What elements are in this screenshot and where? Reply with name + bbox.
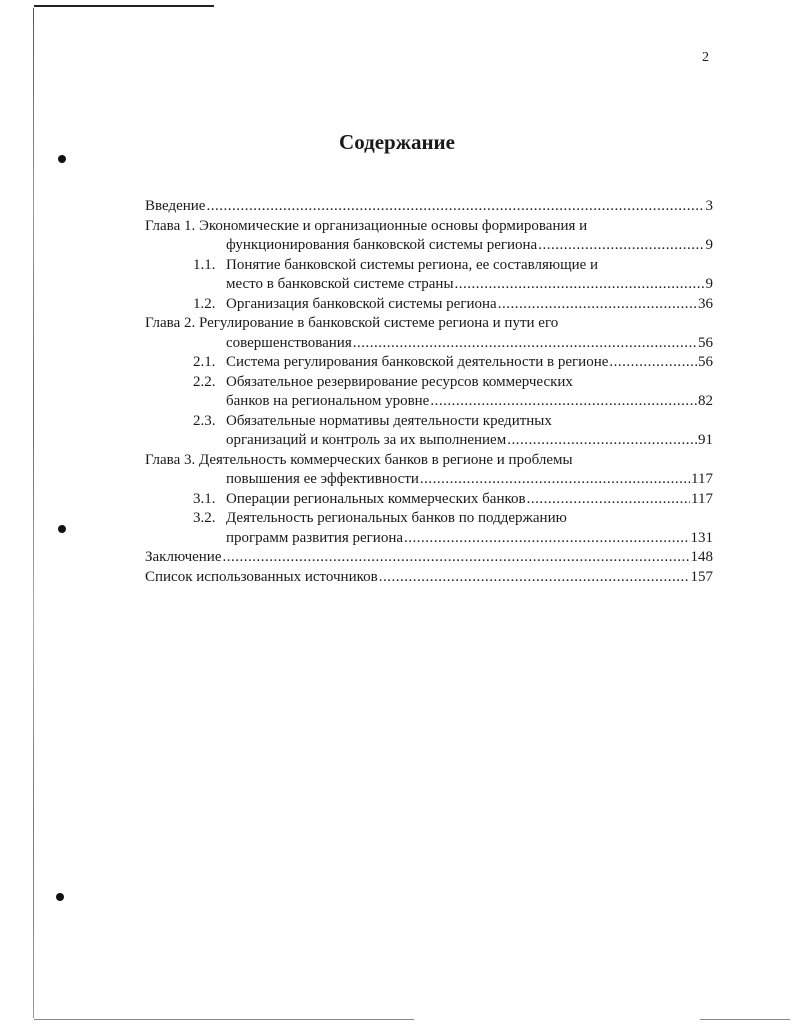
toc-page-number: 9 (705, 276, 713, 292)
toc-entry-label: Заключение (145, 549, 222, 565)
toc-entry-section-2-1[interactable] (145, 353, 713, 373)
table-of-contents (145, 197, 713, 587)
toc-entry-label: Обязательные нормативы деятельности кредитных (226, 412, 552, 429)
toc-entry-label: Глава 2. Регулирование в банковской системе региона и пути его (145, 315, 559, 331)
toc-leader-dots (609, 353, 697, 373)
toc-page-number: 117 (691, 490, 713, 507)
toc-leader-dots (420, 470, 690, 490)
toc-entry-label-cont: совершенствования (226, 334, 352, 351)
toc-entry-chapter-1[interactable] (145, 217, 713, 256)
binder-hole-icon (58, 155, 66, 163)
scan-artifact-bottom-line (34, 1019, 414, 1020)
toc-entry-label-cont: функционирования банковской системы региона (226, 237, 538, 253)
toc-entry-label-cont: программ развития региона (226, 529, 404, 546)
toc-page-number: 131 (690, 529, 713, 546)
toc-entry-label: Деятельность региональных банков по поддержанию (226, 510, 567, 526)
toc-entry-label-cont: повышения ее эффективности (226, 471, 419, 487)
toc-entry-section-3-1[interactable] (145, 490, 713, 510)
toc-entry-label: Понятие банковской системы региона, ее составляющие и (226, 256, 599, 273)
toc-entry-label-cont: организаций и контроль за их выполнением (226, 432, 507, 448)
toc-page-number: 36 (698, 295, 713, 312)
toc-entry-section-1-1[interactable] (145, 256, 713, 295)
toc-page-number: 56 (698, 354, 713, 370)
toc-entry-label-cont: место в банковской системе страны (226, 276, 454, 292)
toc-entry-intro[interactable] (145, 197, 713, 217)
toc-entry-label: Обязательное резервирование ресурсов коммерческих (226, 373, 573, 390)
toc-section-number: 1.1. (193, 256, 216, 273)
toc-page-number: 157 (690, 568, 713, 585)
toc-page-number: 117 (691, 471, 713, 487)
toc-page-number: 91 (698, 432, 713, 448)
toc-section-number: 3.2. (193, 510, 216, 526)
toc-section-number: 1.2. (193, 295, 216, 312)
toc-entry-label: Организация банковской системы региона (226, 295, 497, 312)
toc-leader-dots (223, 548, 690, 568)
scan-artifact-top-line (34, 5, 214, 7)
toc-leader-dots (353, 334, 697, 354)
toc-leader-dots (404, 529, 689, 549)
toc-page-number: 9 (705, 237, 713, 253)
page-title: Содержание (339, 130, 455, 154)
toc-entry-section-1-2[interactable] (145, 295, 713, 315)
toc-entry-label: Список использованных источников (145, 568, 378, 585)
toc-entry-section-2-3[interactable] (145, 412, 713, 451)
toc-entry-chapter-2[interactable] (145, 314, 713, 353)
toc-page-number: 3 (705, 198, 713, 214)
toc-entry-conclusion[interactable] (145, 548, 713, 568)
toc-entry-label-cont: банков на региональном уровне (226, 393, 430, 409)
toc-page-number: 148 (690, 549, 713, 565)
toc-page-number: 82 (698, 393, 713, 409)
toc-leader-dots (379, 568, 690, 588)
toc-leader-dots (498, 295, 697, 315)
toc-leader-dots (507, 431, 697, 451)
toc-entry-label: Введение (145, 198, 206, 214)
page-number: 2 (702, 50, 709, 65)
toc-section-number: 2.2. (193, 373, 216, 390)
binder-hole-icon (58, 525, 66, 533)
toc-entry-chapter-3[interactable] (145, 451, 713, 490)
toc-section-number: 2.1. (193, 354, 216, 370)
toc-entry-sources[interactable] (145, 568, 713, 588)
toc-entry-label: Система регулирования банковской деятельности в регионе (226, 354, 609, 370)
toc-page-number: 56 (698, 334, 713, 351)
toc-entry-section-3-2[interactable] (145, 509, 713, 548)
scan-artifact-left-edge (33, 8, 34, 1018)
toc-leader-dots (538, 236, 704, 256)
toc-entry-label: Операции региональных коммерческих банков (226, 490, 526, 507)
toc-entry-label: Глава 1. Экономические и организационные основы формирования и (145, 217, 588, 234)
toc-leader-dots (527, 490, 690, 510)
toc-leader-dots (206, 197, 704, 217)
scan-artifact-bottom-right (700, 1019, 790, 1020)
toc-leader-dots (430, 392, 697, 412)
toc-entry-section-2-2[interactable] (145, 373, 713, 412)
toc-section-number: 2.3. (193, 412, 216, 429)
toc-entry-label: Глава 3. Деятельность коммерческих банков в регионе и проблемы (145, 451, 573, 468)
binder-hole-icon (56, 893, 64, 901)
toc-leader-dots (455, 275, 705, 295)
toc-section-number: 3.1. (193, 490, 216, 507)
